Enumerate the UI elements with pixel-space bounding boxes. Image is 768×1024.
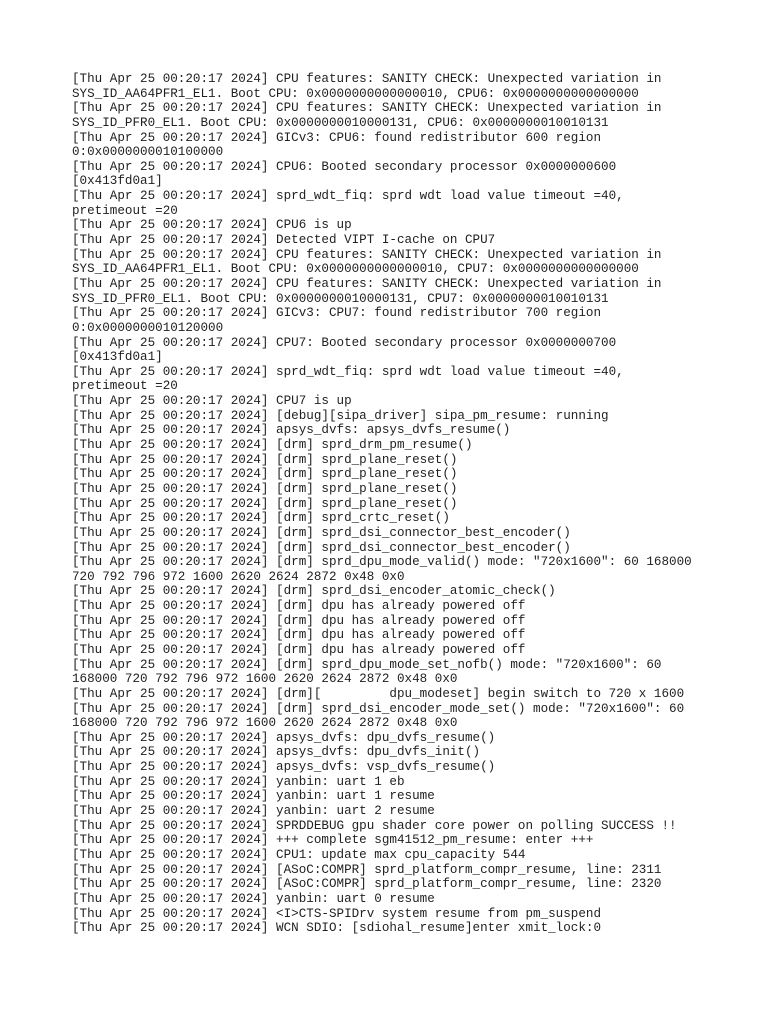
- log-line: [Thu Apr 25 00:20:17 2024] [drm] dpu has already powered off: [72, 599, 526, 614]
- log-line: [Thu Apr 25 00:20:17 2024] [drm] sprd_dsi_connector_best_encoder(): [72, 525, 571, 540]
- log-line: [Thu Apr 25 00:20:17 2024] CPU features: SANITY CHECK: Unexpected variation in SYS_ID_PFR0_EL1. Boot CPU: 0x0000000010000131, CPU7: 0x0000000010010131: [72, 276, 662, 306]
- log-line: [Thu Apr 25 00:20:17 2024] CPU features: SANITY CHECK: Unexpected variation in SYS_ID_AA64PFR1_EL1. Boot CPU: 0x0000000000000010, CPU6: 0x0000000000000000: [72, 72, 662, 101]
- log-line: [Thu Apr 25 00:20:17 2024] GICv3: CPU7: found redistributor 700 region 0:0x0000000010120000: [72, 306, 602, 335]
- log-line: [Thu Apr 25 00:20:17 2024] [drm] sprd_plane_reset(): [72, 496, 458, 511]
- log-line: [Thu Apr 25 00:20:17 2024] [ASoC:COMPR] sprd_platform_compr_resume, line: 2320: [72, 877, 662, 892]
- log-line: [Thu Apr 25 00:20:17 2024] CPU6: Booted secondary processor 0x0000000600 [0x413fd0a1]: [72, 159, 617, 189]
- log-line: [Thu Apr 25 00:20:17 2024] CPU features: SANITY CHECK: Unexpected variation in SYS_ID_AA64PFR1_EL1. Boot CPU: 0x0000000000000010, CPU7: 0x0000000000000000: [72, 247, 662, 277]
- log-line: [Thu Apr 25 00:20:17 2024] [drm] sprd_plane_reset(): [72, 481, 458, 496]
- log-line: [Thu Apr 25 00:20:17 2024] apsys_dvfs: dpu_dvfs_init(): [72, 745, 481, 760]
- log-line: [Thu Apr 25 00:20:17 2024] yanbin: uart 0 resume: [72, 891, 435, 906]
- log-line: [Thu Apr 25 00:20:17 2024] <I>CTS-SPIDrv system resume from pm_suspend: [72, 906, 602, 921]
- log-line: [Thu Apr 25 00:20:17 2024] CPU1: update max cpu_capacity 544: [72, 847, 526, 862]
- kernel-log: [72, 72, 712, 936]
- log-line: [Thu Apr 25 00:20:17 2024] [drm] sprd_dsi_encoder_atomic_check(): [72, 584, 556, 599]
- log-line: [Thu Apr 25 00:20:17 2024] CPU7 is up: [72, 394, 352, 409]
- log-line: [Thu Apr 25 00:20:17 2024] CPU features: SANITY CHECK: Unexpected variation in SYS_ID_PFR0_EL1. Boot CPU: 0x0000000010000131, CPU6: 0x0000000010010131: [72, 101, 662, 130]
- log-line: [Thu Apr 25 00:20:17 2024] [drm] dpu has already powered off: [72, 642, 526, 657]
- log-line: [Thu Apr 25 00:20:17 2024] [drm] sprd_dpu_mode_valid() mode: "720x1600": 60 168000 720 792 796 972 1600 2620 2624 2872 0x48 0x0: [72, 555, 692, 584]
- log-line: [Thu Apr 25 00:20:17 2024] yanbin: uart 2 resume: [72, 804, 435, 819]
- log-line: [Thu Apr 25 00:20:17 2024] [ASoC:COMPR] sprd_platform_compr_resume, line: 2311: [72, 862, 662, 877]
- log-line: [Thu Apr 25 00:20:17 2024] apsys_dvfs: dpu_dvfs_resume(): [72, 730, 496, 745]
- log-line: [Thu Apr 25 00:20:17 2024] WCN SDIO: [sdiohal_resume]enter xmit_lock:0: [72, 921, 602, 936]
- log-line: [Thu Apr 25 00:20:17 2024] yanbin: uart 1 eb: [72, 774, 405, 789]
- log-line: [Thu Apr 25 00:20:17 2024] SPRDDEBUG gpu shader core power on polling SUCCESS !!: [72, 818, 677, 833]
- log-line: [Thu Apr 25 00:20:17 2024] sprd_wdt_fiq: sprd wdt load value timeout =40, pretimeout =20: [72, 189, 624, 218]
- log-line: [Thu Apr 25 00:20:17 2024] CPU7: Booted secondary processor 0x0000000700 [0x413fd0a1]: [72, 335, 617, 365]
- log-line: [Thu Apr 25 00:20:17 2024] [drm] sprd_plane_reset(): [72, 452, 458, 467]
- log-line: [Thu Apr 25 00:20:17 2024] [drm] sprd_dpu_mode_set_nofb() mode: "720x1600": 60 168000 720 792 796 972 1600 2620 2624 2872 0x48 0x0: [72, 657, 662, 687]
- log-line: [Thu Apr 25 00:20:17 2024] yanbin: uart 1 resume: [72, 789, 435, 804]
- log-line: [Thu Apr 25 00:20:17 2024] [drm] sprd_drm_pm_resume(): [72, 438, 473, 453]
- log-line: [Thu Apr 25 00:20:17 2024] +++ complete sgm41512_pm_resume: enter +++: [72, 833, 594, 848]
- log-line: [Thu Apr 25 00:20:17 2024] [drm] dpu has already powered off: [72, 613, 526, 628]
- log-line: [Thu Apr 25 00:20:17 2024] [drm] sprd_dsi_encoder_mode_set() mode: "720x1600": 60 168000 720 792 796 972 1600 2620 2624 2872 0x48 0x0: [72, 701, 685, 731]
- log-line: [Thu Apr 25 00:20:17 2024] CPU6 is up: [72, 218, 352, 233]
- log-line: [Thu Apr 25 00:20:17 2024] apsys_dvfs: vsp_dvfs_resume(): [72, 760, 496, 775]
- log-line: [Thu Apr 25 00:20:17 2024] [drm] sprd_crtc_reset(): [72, 511, 450, 526]
- log-line: [Thu Apr 25 00:20:17 2024] sprd_wdt_fiq: sprd wdt load value timeout =40, pretimeout =20: [72, 364, 624, 394]
- log-line: [Thu Apr 25 00:20:17 2024] [debug][sipa_driver] sipa_pm_resume: running: [72, 408, 609, 423]
- log-line: [Thu Apr 25 00:20:17 2024] apsys_dvfs: apsys_dvfs_resume(): [72, 423, 511, 438]
- log-line: [Thu Apr 25 00:20:17 2024] [drm] sprd_plane_reset(): [72, 467, 458, 482]
- log-line: [Thu Apr 25 00:20:17 2024] GICv3: CPU6: found redistributor 600 region 0:0x0000000010100000: [72, 130, 602, 160]
- log-line: [Thu Apr 25 00:20:17 2024] Detected VIPT I-cache on CPU7: [72, 233, 496, 248]
- log-line: [Thu Apr 25 00:20:17 2024] [drm] sprd_dsi_connector_best_encoder(): [72, 540, 571, 555]
- log-line: [Thu Apr 25 00:20:17 2024] [drm][ dpu_modeset] begin switch to 720 x 1600: [72, 686, 685, 701]
- log-line: [Thu Apr 25 00:20:17 2024] [drm] dpu has already powered off: [72, 628, 526, 643]
